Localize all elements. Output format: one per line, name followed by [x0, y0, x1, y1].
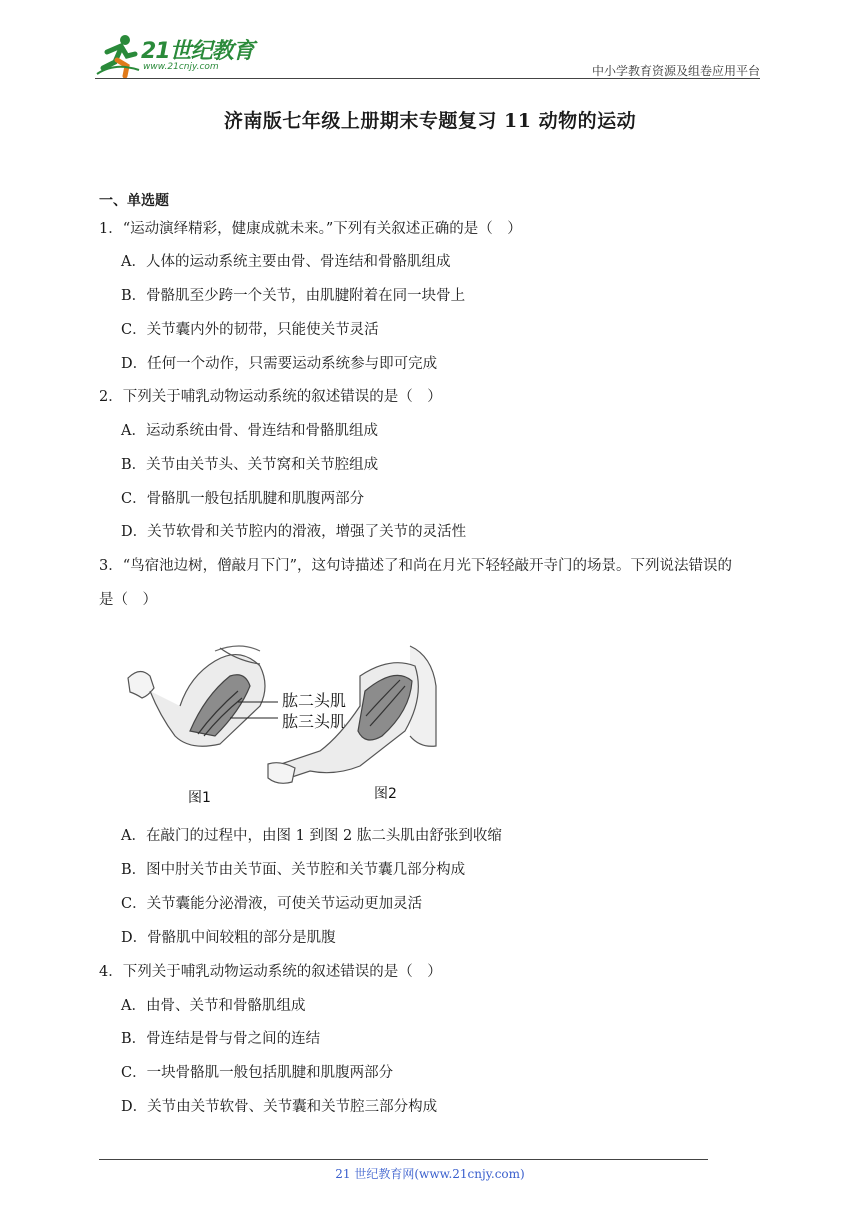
question-4-option-b: B．骨连结是骨与骨之间的连结: [121, 1031, 321, 1047]
runner-logo-icon: [95, 32, 141, 78]
arm-muscle-illustration: [120, 636, 440, 811]
footer-divider: [99, 1159, 708, 1160]
question-4-option-a: A．由骨、关节和骨骼肌组成: [121, 998, 306, 1014]
question-2-option-c: C．骨骼肌一般包括肌腱和肌腹两部分: [121, 491, 365, 507]
logo-text: 21世纪教育: [141, 39, 254, 64]
question-4-option-c: C．一块骨骼肌一般包括肌腱和肌腹两部分: [121, 1065, 394, 1081]
site-logo: [95, 30, 265, 80]
document-title: 济南版七年级上册期末专题复习 11 动物的运动: [223, 110, 637, 132]
figure-1-bent-arm: [128, 646, 265, 746]
logo-url: www.21cnjy.com: [143, 62, 219, 72]
question-1-option-d: D．任何一个动作，只需要运动系统参与即可完成: [121, 356, 438, 372]
question-3-option-b: B．图中肘关节由关节面、关节腔和关节囊几部分构成: [121, 862, 466, 878]
footer-link[interactable]: 21 世纪教育网(www.21cnjy.com): [335, 1167, 525, 1181]
question-2-option-a: A．运动系统由骨、骨连结和骨骼肌组成: [121, 423, 378, 439]
question-3-stem-line2: 是（ ）: [99, 592, 157, 608]
question-3-option-a: A．在敲门的过程中，由图 1 到图 2 肱二头肌由舒张到收缩: [121, 828, 502, 844]
label-triceps: 肱三头肌: [282, 712, 347, 731]
question-2-option-d: D．关节软骨和关节腔内的滑液，增强了关节的灵活性: [121, 524, 467, 540]
question-4-stem: 4．下列关于哺乳动物运动系统的叙述错误的是（ ）: [99, 964, 442, 980]
question-1-option-a: A．人体的运动系统主要由骨、骨连结和骨骼肌组成: [121, 254, 451, 270]
question-3-option-c: C．关节囊能分泌滑液，可使关节运动更加灵活: [121, 896, 423, 912]
caption-figure-1: 图1: [188, 790, 211, 806]
question-3-stem-line1: 3．“鸟宿池边树，僧敲月下门”，这句诗描述了和尚在月光下轻轻敲开寺门的场景。下列说法错误的: [99, 558, 733, 574]
arm-muscle-figure: [120, 636, 440, 811]
question-1-option-c: C．关节囊内外的韧带，只能使关节灵活: [121, 322, 379, 338]
label-biceps: 肱二头肌: [282, 691, 347, 710]
caption-figure-2: 图2: [374, 786, 397, 802]
platform-name: 中小学教育资源及组卷应用平台: [591, 64, 760, 78]
question-4-option-d: D．关节由关节软骨、关节囊和关节腔三部分构成: [121, 1099, 438, 1115]
question-1-option-b: B．骨骼肌至少跨一个关节，由肌腱附着在同一块骨上: [121, 288, 466, 304]
page-header: [95, 30, 760, 82]
section-heading: 一、单选题: [99, 193, 169, 209]
header-divider: [95, 78, 760, 79]
question-3-option-d: D．骨骼肌中间较粗的部分是肌腹: [121, 930, 336, 946]
question-1-stem: 1．“运动演绎精彩，健康成就未来。”下列有关叙述正确的是（ ）: [99, 221, 522, 237]
question-2-option-b: B．关节由关节头、关节窝和关节腔组成: [121, 457, 379, 473]
question-2-stem: 2．下列关于哺乳动物运动系统的叙述错误的是（ ）: [99, 389, 442, 405]
